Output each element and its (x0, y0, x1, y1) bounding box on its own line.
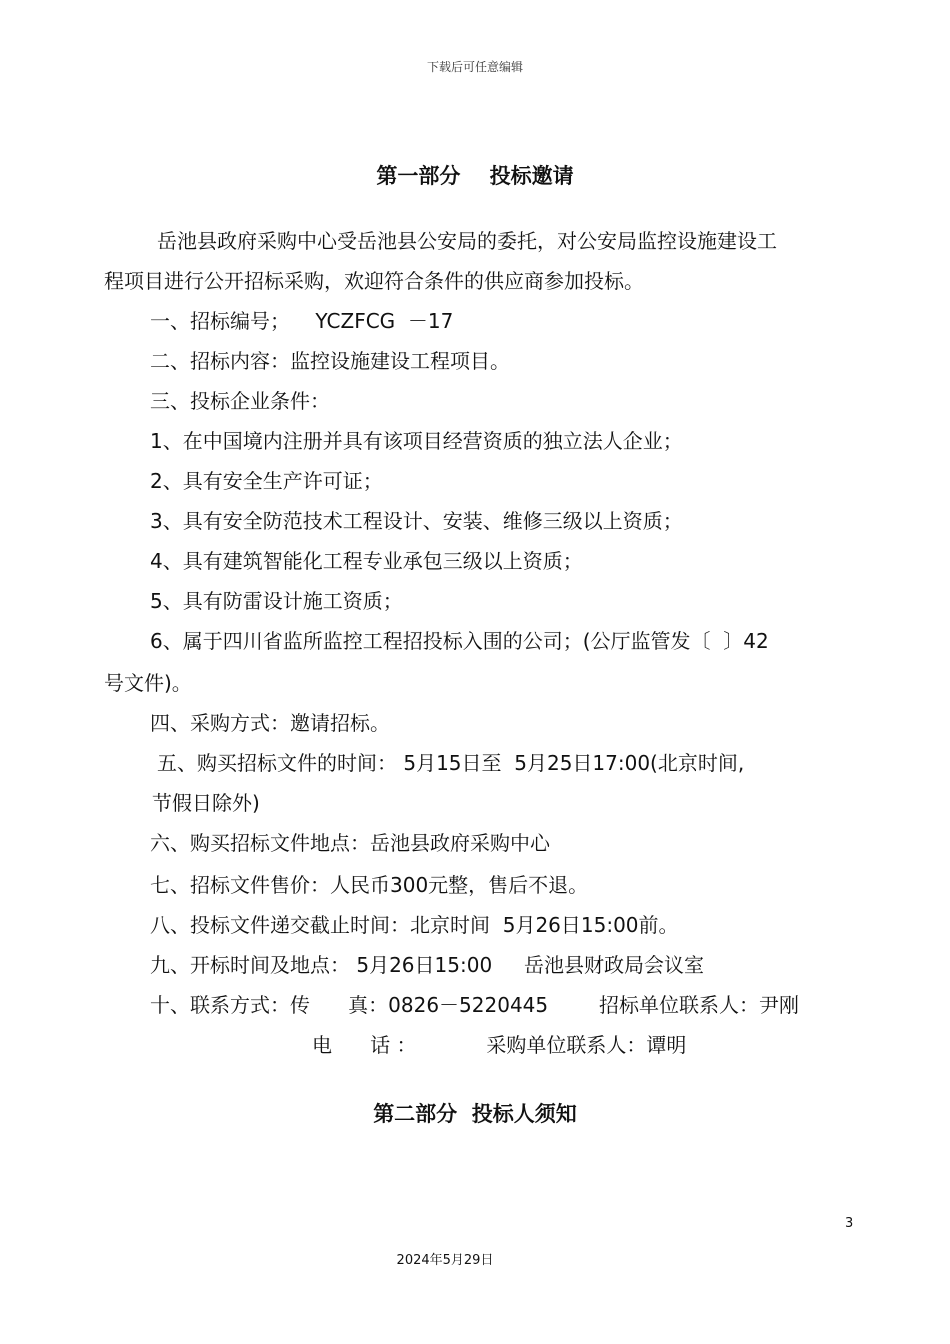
condition-6-cont: 号文件)。 (104, 671, 192, 695)
condition-6: 6、属于四川省监所监控工程招投标入围的公司；(公厅监管发〔 〕42 (150, 629, 769, 653)
item-contact-phone: 电 话 ： 采购单位联系人：谭明 (312, 1033, 687, 1057)
item-bid-number: 一、招标编号； YCZFCG －17 (150, 309, 454, 333)
intro-line-2: 程项目进行公开招标采购，欢迎符合条件的供应商参加投标。 (104, 269, 644, 293)
intro-line-1: 岳池县政府采购中心受岳池县公安局的委托，对公安局监控设施建设工 (157, 229, 777, 253)
item-bid-content: 二、招标内容：监控设施建设工程项目。 (150, 349, 510, 373)
item-submission-deadline: 八、投标文件递交截止时间：北京时间 5月26日15:00前。 (150, 913, 679, 937)
item-purchase-location: 六、购买招标文件地点：岳池县政府采购中心 (150, 831, 550, 855)
item-opening-time-place: 九、开标时间及地点： 5月26日15:00 岳池县财政局会议室 (150, 953, 704, 977)
footer-date: 2024年5月29日 (396, 1253, 494, 1268)
item-purchase-time: 五、购买招标文件的时间： 5月15日至 5月25日17:00(北京时间, (157, 751, 745, 775)
item-purchase-time-cont: 节假日除外) (152, 791, 260, 815)
item-document-price: 七、招标文件售价：人民币300元整，售后不退。 (150, 873, 589, 897)
item-purchase-method: 四、采购方式：邀请招标。 (150, 711, 390, 735)
condition-5: 5、具有防雷设计施工资质； (150, 589, 403, 613)
condition-1: 1、在中国境内注册并具有该项目经营资质的独立法人企业； (150, 429, 683, 453)
part2-title: 第二部分 投标人须知 (373, 1102, 577, 1126)
page-header-note: 下载后可任意编辑 (426, 60, 523, 74)
condition-3: 3、具有安全防范技术工程设计、安装、维修三级以上资质； (150, 509, 683, 533)
item-contact-fax: 十、联系方式：传 真：0826－5220445 招标单位联系人：尹刚 (150, 993, 799, 1017)
condition-2: 2、具有安全生产许可证； (150, 469, 383, 493)
item-conditions-heading: 三、投标企业条件： (150, 389, 330, 413)
page-number: 3 (845, 1216, 854, 1231)
condition-4: 4、具有建筑智能化工程专业承包三级以上资质； (150, 549, 583, 573)
part1-title: 第一部分 投标邀请 (376, 164, 574, 188)
